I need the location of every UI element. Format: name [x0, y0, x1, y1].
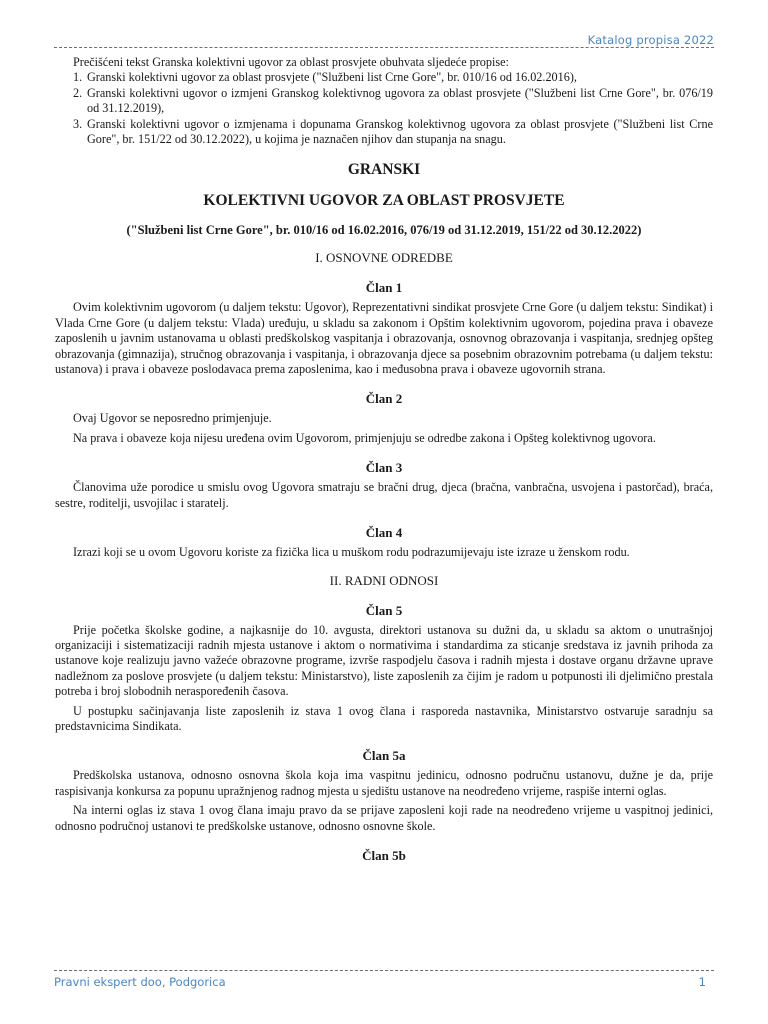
header-title: Katalog propisa 2022 — [587, 33, 714, 47]
footer-divider — [54, 970, 714, 971]
section-heading-basic-provisions: I. OSNOVNE ODREDBE — [315, 250, 453, 266]
footer-publisher: Pravni ekspert doo, Podgorica — [54, 975, 226, 989]
preamble-item: 3. Granski kolektivni ugovor o izmjenama i dopunama Granskog kolektivnog ugovora za oblast prosvjete ("Službeni list Crne Gore", br. 151/22 od 30.12.2022), u kojima je naznačen njihov dan stupanja na snagu. — [73, 116, 713, 147]
document-body — [55, 55, 713, 868]
article-heading-2: Član 2 — [365, 391, 403, 407]
document-subtitle: ("Službeni list Crne Gore", br. 010/16 od 16.02.2016, 076/19 od 31.12.2019, 151/22 od 30.12.2022) — [126, 223, 642, 238]
article-heading-1: Član 1 — [365, 280, 403, 296]
article-5a-paragraph: Predškolska ustanova, odnosno osnovna škola koja ima vaspitnu jedinicu, odnosno područnu ustanovu, dužne je da, prije raspisivanja konkursa za popunu upražnjenog radnog mjesta u sjedištu ustanove na neodređeno vrijeme, raspiše interni oglas. — [55, 768, 713, 798]
article-1-paragraph: Ovim kolektivnim ugovorom (u daljem tekstu: Ugovor), Reprezentativni sindikat prosvjete Crne Gore (u daljem tekstu: Sindikat) i Vlada Crne Gore (u daljem tekstu: Vlada) uređuju, u skladu sa zakonom i Opštim kolektivnim ugovorom, pojedina prava i obaveze zaposlenih u javnim ustanovama u oblasti predškolskog vaspitanja i obrazovanja, osnovnog obrazovanja i vaspitanja, srednjeg opšteg obrazovanja (gimnazija), stručnog obrazovanja i vaspitanja, i obrazovanja djece sa posebnim obrazovnim potrebama (u daljem tekstu: ustanova) i prava i obaveze poslodavaca prema zaposlenima, kao i međusobna prava i obaveze ugovornih strana. — [55, 300, 713, 377]
preamble-item: 1. Granski kolektivni ugovor za oblast prosvjete ("Službeni list Crne Gore", br. 010/16 od 16.02.2016), — [73, 70, 577, 85]
article-5-paragraph: Prije početka školske godine, a najkasnije do 10. avgusta, direktori ustanova su dužni da, u skladu sa aktom o unutrašnjoj organizaciji i sistematizaciji radnih mjesta ustanove i aktom o normativima i standardima za sticanje sredstava iz javnih prihoda za ustanove koje realizuju javno važeće obrazovne programe, izvrše raspodjelu časova i radnih mjesta i dostave organu državne uprave nadležnom za poslove prosvjete (u daljem tekstu: Ministarstvo), liste zaposlenih za čijim je radom u potpunosti ili djelimično prestala potreba i broj slobodnih neraspoređenih časova. — [55, 622, 713, 699]
preamble-item: 2. Granski kolektivni ugovor o izmjeni Granskog kolektivnog ugovora za oblast prosvjete ("Službeni list Crne Gore", br. 076/19 od 31.12.2019), — [73, 85, 713, 116]
page-number: 1 — [698, 975, 706, 989]
article-2-paragraph: Na prava i obaveze koja nijesu uređena ovim Ugovorom, primjenjuju se odredbe zakona i Opšteg kolektivnog ugovora. — [73, 430, 656, 445]
article-heading-5: Član 5 — [365, 602, 403, 618]
article-4-paragraph: Izrazi koji se u ovom Ugovoru koriste za fizička lica u muškom rodu podrazumijevaju iste izraze u ženskom rodu. — [73, 545, 630, 560]
document-title-line2: KOLEKTIVNI UGOVOR ZA OBLAST PROSVJETE — [203, 192, 565, 210]
preamble-list — [55, 70, 713, 147]
article-5a-paragraph: Na interni oglas iz stava 1 ovog člana imaju pravo da se prijave zaposleni koji rade na neodređeno vrijeme u vaspitnoj jedinici, odnosno područnoj ustanovi te predškolske ustanove, odnosno osnovne škole. — [55, 803, 713, 833]
article-2-paragraph: Ovaj Ugovor se neposredno primjenjuje. — [73, 411, 272, 426]
preamble-intro: Prečišćeni tekst Granska kolektivni ugovor za oblast prosvjete obuhvata sljedeće propise: — [73, 55, 509, 69]
article-heading-5a: Član 5a — [362, 748, 406, 764]
article-heading-3: Član 3 — [365, 460, 403, 476]
section-heading-employment: II. RADNI ODNOSI — [329, 572, 439, 588]
document-title-line1: GRANSKI — [347, 161, 421, 179]
article-heading-4: Član 4 — [365, 525, 403, 541]
header-divider — [54, 47, 714, 48]
article-5-paragraph: U postupku sačinjavanja liste zaposlenih iz stava 1 ovog člana i rasporeda nastavnika, Ministarstvo ostvaruje saradnju sa predstavnicima Sindikata. — [55, 703, 713, 733]
article-3-paragraph: Članovima uže porodice u smislu ovog Ugovora smatraju se bračni drug, djeca (bračna, vanbračna, usvojena i pastorčad), braća, sestre, roditelji, usvojilac i staratelj. — [55, 480, 713, 510]
article-heading-5b: Član 5b — [362, 847, 406, 863]
